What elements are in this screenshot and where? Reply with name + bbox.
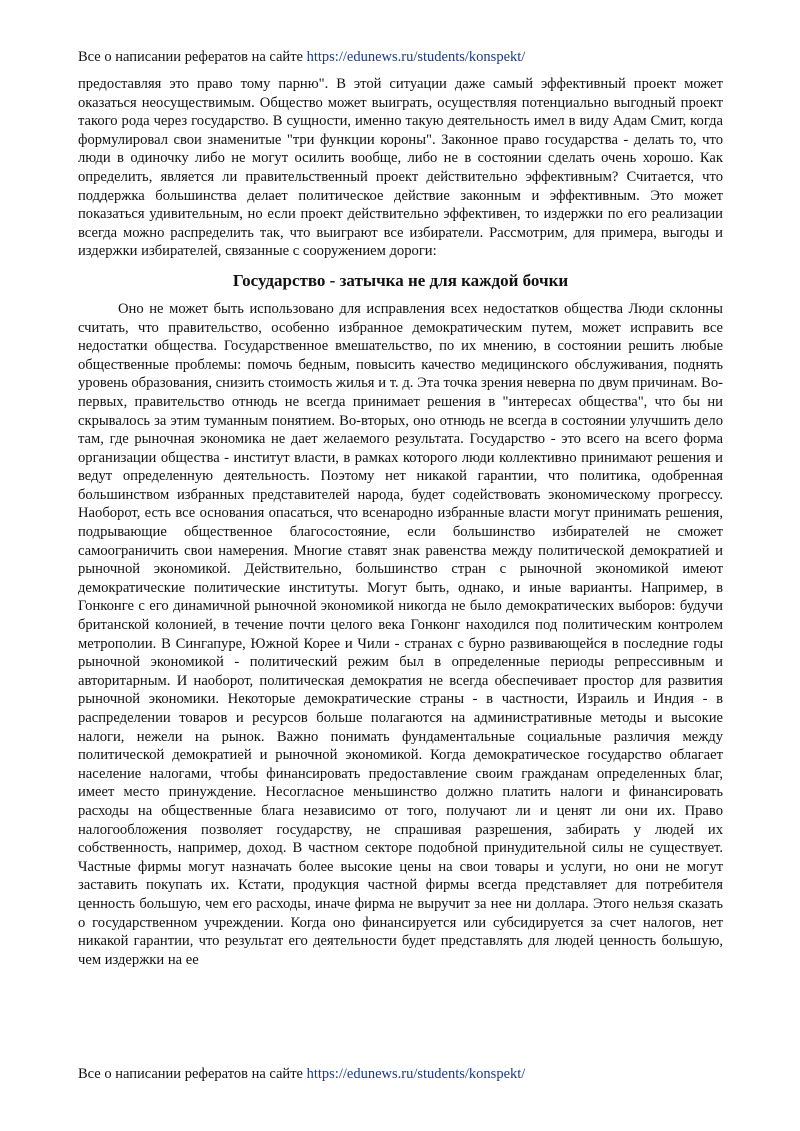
- section-heading: Государство - затычка не для каждой бочки: [232, 270, 569, 290]
- document-body: [78, 75, 723, 969]
- header-link[interactable]: https://edunews.ru/students/konspekt/: [306, 49, 526, 65]
- footer-text: Все о написании рефератов на сайте: [78, 1066, 307, 1082]
- page-header: [78, 48, 738, 66]
- page-footer: [78, 1065, 738, 1083]
- body-paragraph: Оно не может быть использовано для исправления всех недостатков общества Люди склонны считать, что правительство, особенно избранное демократическим путем, может исправить все недостатки общества. Государственное вмешательство, по их мнению, в состоянии решить любые общественные проблемы: помочь бедным, повысить качество медицинского обслуживания, поднять уровень образования, снизить стоимость жилья и т. д. Эта точка зрения неверна по двум причинам. Во-первых, правительство отнюдь не всегда принимает решения в "интересах общества", что бы ни скрывалось за этим туманным понятием. Во-вторых, оно отнюдь не всегда в состоянии улучшить дело там, где рыночная экономика не дает желаемого результата. Государство - это всего на всего форма организации общества - институт власти, в рамках которого люди коллективно принимают решения и ведут определенную деятельность. Поэтому нет никакой гарантии, что политика, одобренная большинством избранных представителей народа, будет содействовать экономическому прогрессу. Наоборот, есть все основания опасаться, что всенародно избранные власти могут принимать решения, подрывающие общественное благосостояние, если большинство избирателей не сможет самоограничить свои намерения. Многие ставят знак равенства между политической демократией и рыночной экономикой. Действительно, большинство стран с рыночной экономикой имеют демократические политические институты. Могут быть, однако, и иные варианты. Например, в Гонконге с его динамичной рыночной экономикой никогда не было демократических выборов: будучи британской колонией, в течение почти целого века Гонконг находился под политическим контролем метрополии. В Сингапуре, Южной Корее и Чили - странах с бурно развивающейся в последние годы рыночной экономикой - политический режим был в определенные периоды репрессивным и авторитарным. И наоборот, политическая демократия не всегда обеспечивает простор для развития рыночной экономики. Некоторые демократические страны - в частности, Израиль и Индия - в распределении товаров и ресурсов больше полагаются на административные методы и высокие налоги, нежели на рынок. Важно понимать фундаментальные социальные различия между политической демократией и рыночной экономикой. Когда демократическое государство облагает население налогами, чтобы финансировать предоставление своим гражданам определенных благ, имеет место принуждение. Несогласное меньшинство должно платить налоги и финансировать расходы на общественные блага независимо от того, получают ли и ценят ли они их. Право налогообложения позволяет государству, не спрашивая разрешения, забирать у людей их собственность, например, доход. В частном секторе подобной принудительной силы не существует. Частные фирмы могут назначать более высокие цены на свои товары и услуги, но они не могут заставить покупать их. Кстати, продукция частной фирмы всегда представляет для потребителя ценность большую, чем его расходы, иначе фирма не выручит за нее ни доллара. Этого нельзя сказать о государственном учреждении. Когда оно финансируется или субсидируется за счет налогов, нет никакой гарантии, что результат его деятельности будет представлять для людей ценность большую, чем издержки на ее: [78, 300, 723, 968]
- header-text: Все о написании рефератов на сайте: [78, 49, 307, 65]
- body-paragraph: предоставляя это право тому парню". В этой ситуации даже самый эффективный проект может оказаться неосуществимым. Общество может выиграть, осуществляя потенциально выгодный проект такого рода через государство. В сущности, именно такую деятельность имел в виду Адам Смит, когда формулировал свои знаменитые "три функции короны". Законное право государства - делать то, что люди в одиночку либо не могут осилить вообще, либо не в состоянии сделать очень хорошо. Как определить, является ли правительственный проект действительно эффективным? Считается, что поддержка большинства делает политическое действие законным и эффективным. Это может показаться удивительным, но если проект действительно эффективен, то издержки по его реализации всегда можно распределить так, что выиграют все избиратели. Рассмотрим, для примера, выгоды и издержки избирателей, связанные с сооружением дороги:: [78, 76, 723, 260]
- footer-link[interactable]: https://edunews.ru/students/konspekt/: [306, 1066, 526, 1082]
